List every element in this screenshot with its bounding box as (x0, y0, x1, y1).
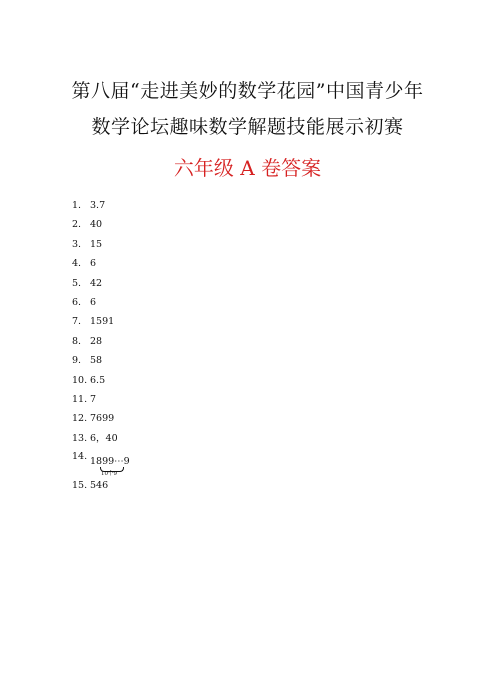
answer-item (72, 390, 130, 409)
answer-number: 4. (72, 258, 82, 270)
answer-value: 6，40 (90, 432, 118, 444)
answer-value: 15 (90, 238, 103, 250)
answer-number: 8. (72, 335, 82, 347)
answer-value: 42 (90, 277, 103, 289)
answer-value-with-underbrace (90, 452, 130, 478)
answer-number: 6. (72, 296, 82, 308)
underbrace-label: 10个9 (101, 471, 117, 478)
answer-number: 2. (72, 219, 82, 231)
answer-item (72, 448, 130, 476)
answer-value: 7 (90, 393, 97, 405)
answer-value: 6.5 (90, 374, 106, 386)
answer-item (72, 351, 130, 370)
answer-value: 28 (90, 335, 103, 347)
answer-item (72, 429, 130, 448)
answer-value: 3.7 (90, 200, 106, 211)
answer-item (72, 371, 130, 390)
answer-value: 7699 (90, 413, 115, 425)
answer-value: 1591 (90, 316, 115, 328)
answer-item (72, 293, 130, 312)
answer-item (72, 196, 130, 215)
answer-item (72, 215, 130, 234)
answer-number: 11. (72, 393, 88, 405)
answer-value: 40 (90, 219, 103, 231)
answer-number: 10. (72, 374, 88, 386)
answer-item (72, 332, 130, 351)
answer-value: 6 (90, 296, 97, 308)
answer-number: 15. (72, 480, 88, 492)
answer-number: 7. (72, 316, 82, 328)
answer-item (72, 274, 130, 293)
title-line-2: 数学论坛趣味数学解题技能展示初赛 (91, 116, 404, 138)
answer-item (72, 409, 130, 428)
answer-number: 13. (72, 432, 88, 444)
answer-number: 3. (72, 238, 82, 250)
answer-item (72, 254, 130, 273)
answer-value: 546 (90, 480, 109, 492)
answer-item (72, 312, 130, 331)
answer-number: 5. (72, 277, 82, 289)
answer-value: 6 (90, 258, 97, 270)
answer-list (72, 196, 130, 495)
answer-number: 14. (72, 451, 88, 463)
answer-number: 12. (72, 413, 88, 425)
answer-value: 58 (90, 355, 103, 367)
answer-number: 9. (72, 355, 82, 367)
answer-number: 1. (72, 200, 82, 211)
answer-item (72, 476, 130, 495)
answer-value: 1899⋯9 (90, 456, 130, 468)
answer-key-subtitle: 六年级 A 卷答案 (173, 156, 322, 180)
title-line-1: 第八届“走进美妙的数学花园”中国青少年 (71, 80, 424, 102)
answer-item (72, 235, 130, 254)
